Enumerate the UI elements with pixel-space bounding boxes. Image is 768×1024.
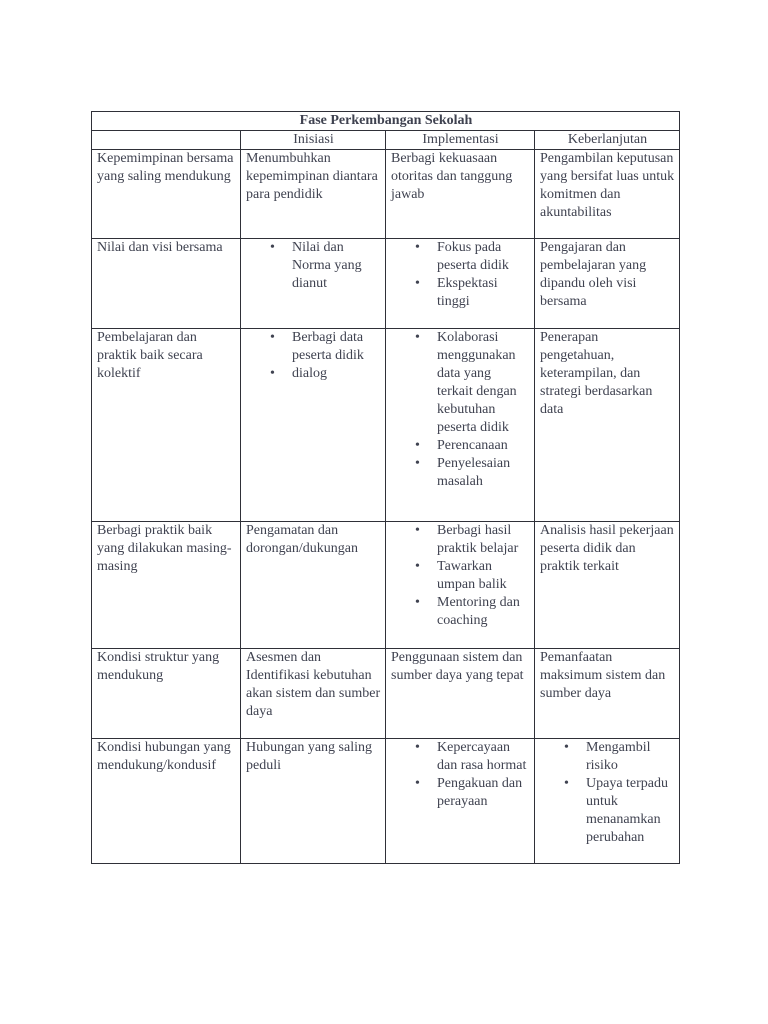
bullet-list	[391, 739, 530, 811]
list-item: • Berbagi hasil praktik belajar	[437, 522, 530, 558]
cell-inisiasi	[241, 329, 386, 522]
list-item: • Nilai dan Norma yang dianut	[292, 239, 381, 293]
cell-keberlanjutan: Pemanfaatan maksimum sistem dan sumber daya	[535, 649, 680, 739]
list-item: • Mentoring dan coaching	[437, 594, 530, 630]
row-label: Pembelajaran dan praktik baik secara kolektif	[92, 329, 241, 522]
list-item: • Ekspektasi tinggi	[437, 275, 530, 311]
table-row	[92, 649, 680, 739]
table-row	[92, 150, 680, 239]
cell-keberlanjutan: Pengambilan keputusan yang bersifat luas untuk komitmen dan akuntabilitas	[535, 150, 680, 239]
list-item: • Berbagi data peserta didik	[292, 329, 381, 365]
cell-implementasi	[386, 522, 535, 649]
cell-inisiasi: Pengamatan dan dorongan/dukungan	[241, 522, 386, 649]
list-item: • Tawarkan umpan balik	[437, 558, 530, 594]
cell-keberlanjutan: Penerapan pengetahuan, keterampilan, dan strategi berdasarkan data	[535, 329, 680, 522]
list-item: • Mengambil risiko	[586, 739, 675, 775]
list-item: • Pengakuan dan perayaan	[437, 775, 530, 811]
table-title-row	[92, 112, 680, 131]
row-label: Kepemimpinan bersama yang saling mendukung	[92, 150, 241, 239]
cell-implementasi: Penggunaan sistem dan sumber daya yang tepat	[386, 649, 535, 739]
bullet-list	[246, 329, 381, 383]
bullet-list	[540, 739, 675, 847]
bullet-list	[391, 329, 530, 491]
column-header-implementasi: Implementasi	[386, 131, 535, 150]
table-row	[92, 329, 680, 522]
column-header-empty	[92, 131, 241, 150]
list-item: • Perencanaan	[437, 437, 530, 455]
row-label: Kondisi hubungan yang mendukung/kondusif	[92, 739, 241, 864]
table-row	[92, 239, 680, 329]
bullet-list	[391, 239, 530, 311]
table-header-row	[92, 131, 680, 150]
cell-inisiasi	[241, 239, 386, 329]
list-item: • Upaya terpadu untuk menanamkan perubahan	[586, 775, 675, 847]
cell-inisiasi: Hubungan yang saling peduli	[241, 739, 386, 864]
cell-keberlanjutan: Pengajaran dan pembelajaran yang dipandu oleh visi bersama	[535, 239, 680, 329]
row-label: Kondisi struktur yang mendukung	[92, 649, 241, 739]
cell-inisiasi: Asesmen dan Identifikasi kebutuhan akan sistem dan sumber daya	[241, 649, 386, 739]
list-item: • dialog	[292, 365, 381, 383]
cell-keberlanjutan	[535, 739, 680, 864]
list-item: • Penyelesaian masalah	[437, 455, 530, 491]
cell-inisiasi: Menumbuhkan kepemimpinan diantara para pendidik	[241, 150, 386, 239]
bullet-list	[246, 239, 381, 293]
row-label: Berbagi praktik baik yang dilakukan masing-masing	[92, 522, 241, 649]
school-development-table	[91, 111, 680, 864]
cell-keberlanjutan: Analisis hasil pekerjaan peserta didik dan praktik terkait	[535, 522, 680, 649]
cell-implementasi: Berbagi kekuasaan otoritas dan tanggung jawab	[386, 150, 535, 239]
table-row	[92, 739, 680, 864]
cell-implementasi	[386, 329, 535, 522]
cell-implementasi	[386, 739, 535, 864]
list-item: • Kolaborasi menggunakan data yang terkait dengan kebutuhan peserta didik	[437, 329, 530, 437]
column-header-keberlanjutan: Keberlanjutan	[535, 131, 680, 150]
cell-implementasi	[386, 239, 535, 329]
column-header-inisiasi: Inisiasi	[241, 131, 386, 150]
row-label: Nilai dan visi bersama	[92, 239, 241, 329]
list-item: • Fokus pada peserta didik	[437, 239, 530, 275]
bullet-list	[391, 522, 530, 630]
table-title: Fase Perkembangan Sekolah	[92, 112, 680, 131]
table-row	[92, 522, 680, 649]
list-item: • Kepercayaan dan rasa hormat	[437, 739, 530, 775]
